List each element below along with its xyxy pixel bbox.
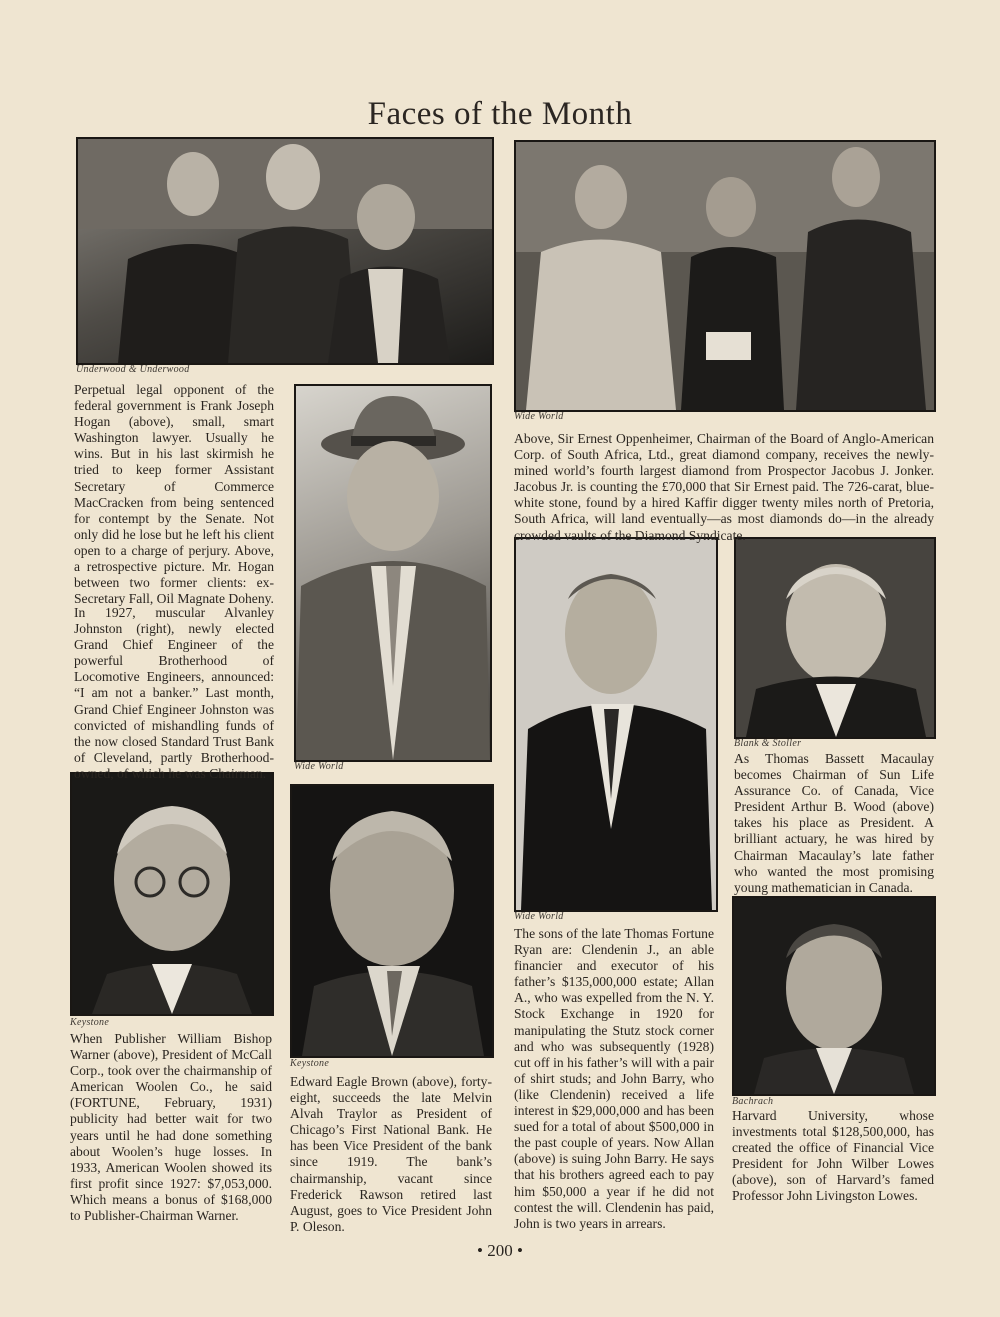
- photo-hogan-group-image: [78, 139, 492, 363]
- caption-oppenheimer: Above, Sir Ernest Oppenheimer, Chairman of the Board of Anglo-American Corp. of South Africa, Ltd., great diamond company, receives the newly-mined world’s fourth largest diamond from Prospector Jacobus J. Jonker. Jacobus Jr. is counting the £70,000 that Sir Ernest paid. The 726-carat, blue-white stone, found by a hired Kaffir digger twenty miles north of Pretoria, South Africa, will land eventually—as most diamonds do—in the already crowded vaults of the Diamond Syndicate.: [514, 431, 934, 543]
- photo-brown-portrait: [290, 784, 494, 1058]
- photo-oppenheimer-image: [516, 142, 934, 410]
- photo-credit: Wide World: [294, 761, 344, 772]
- page-title: Faces of the Month: [367, 96, 633, 132]
- caption-johnston: In 1927, muscular Alvanley Johnston (right), newly elected Grand Chief Engineer of the powerful Brotherhood of Locomotive Engineers, announced: “I am not a banker.” Last month, Grand Chief Engineer Johnston was convicted of mishandling funds of the now closed Standard Trust Bank of Cleveland, partly Brotherhood-owned, of which he was Chairman.: [74, 605, 274, 781]
- caption-warner: When Publisher William Bishop Warner (above), President of McCall Corp., took over the chairmanship of American Woolen Co., he said (FORTUNE, February, 1931) publicity had better wait for two years until he had done something about Woolen’s huge losses. In 1933, American Woolen showed its first profit since 1927: $7,053,000. Which means a bonus of $168,000 to Publisher-Chairman Warner.: [70, 1031, 272, 1224]
- photo-oppenheimer-diamond: [514, 140, 936, 412]
- photo-credit: Wide World: [514, 411, 564, 422]
- photo-lowes-image: [734, 898, 934, 1094]
- photo-warner-portrait: [70, 772, 274, 1016]
- photo-wood-image: [736, 539, 934, 737]
- caption-brown: Edward Eagle Brown (above), forty-eight, succeeds the late Melvin Alvah Traylor as President of Chicago’s First National Bank. He has been Vice President of the bank since 1919. The bank’s chairmanship, vacant since Frederick Rawson retired last August, goes to Vice President John P. Oleson.: [290, 1074, 492, 1234]
- photo-warner-image: [72, 774, 272, 1014]
- caption-lowes: Harvard University, whose investments total $128,500,000, has created the office of Financial Vice President for John Wilber Lowes (above), son of Harvard’s famed Professor John Livingston Lowes.: [732, 1108, 934, 1204]
- caption-ryan: The sons of the late Thomas Fortune Ryan are: Clendenin J., an able financier and executor of his father’s $135,000,000 estate; Allan A., who was expelled from the N. Y. Stock Exchange in 1920 for manipulating the Stutz stock corner and who was subsequently (1928) cut off in his father’s will with a pair of shirt studs; and John Barry, who (like Clendenin) received a life interest in $29,000,000 and has been sued for a total of about $500,000 in the past couple of years. Now Allan (above) is suing John Barry. He says that his brothers agreed each to pay him $50,000 a year if he did not contest the will. Clendenin has paid, John is two years in arrears.: [514, 926, 714, 1231]
- photo-lowes-portrait: [732, 896, 936, 1096]
- photo-johnston-portrait: [294, 384, 492, 762]
- photo-ryan-image: [516, 539, 716, 910]
- caption-hogan: Perpetual legal opponent of the federal government is Frank Joseph Hogan (above), small, smart Washington lawyer. Usually he wins. But in his last skirmish he tried to keep former Assistant Secretary of Commerce MacCracken from being sentenced for contempt by the Senate. Not only did he lose but he left his client open to a charge of perjury. Above, a retrospective picture. Mr. Hogan between two former clients: ex-Secretary Fall, Oil Magnate Doheny.: [74, 382, 274, 607]
- photo-hogan-group: [76, 137, 494, 365]
- photo-credit: Keystone: [70, 1017, 110, 1028]
- photo-johnston-image: [296, 386, 490, 760]
- caption-wood: As Thomas Bassett Macaulay becomes Chairman of Sun Life Assurance Co. of Canada, Vice President Arthur B. Wood (above) takes his place as President. A brilliant actuary, he was hired by Chairman Macaulay’s late father who wanted the most promising young mathematician in Canada.: [734, 751, 934, 895]
- page-number: • 200 •: [477, 1241, 523, 1260]
- photo-brown-image: [292, 786, 492, 1056]
- photo-credit: Underwood & Underwood: [76, 364, 190, 375]
- photo-allan-ryan-portrait: [514, 537, 718, 912]
- photo-credit: Wide World: [514, 911, 564, 922]
- photo-credit: Blank & Stoller: [734, 738, 802, 749]
- photo-credit: Bachrach: [732, 1096, 774, 1107]
- photo-wood-portrait: [734, 537, 936, 739]
- photo-credit: Keystone: [290, 1058, 330, 1069]
